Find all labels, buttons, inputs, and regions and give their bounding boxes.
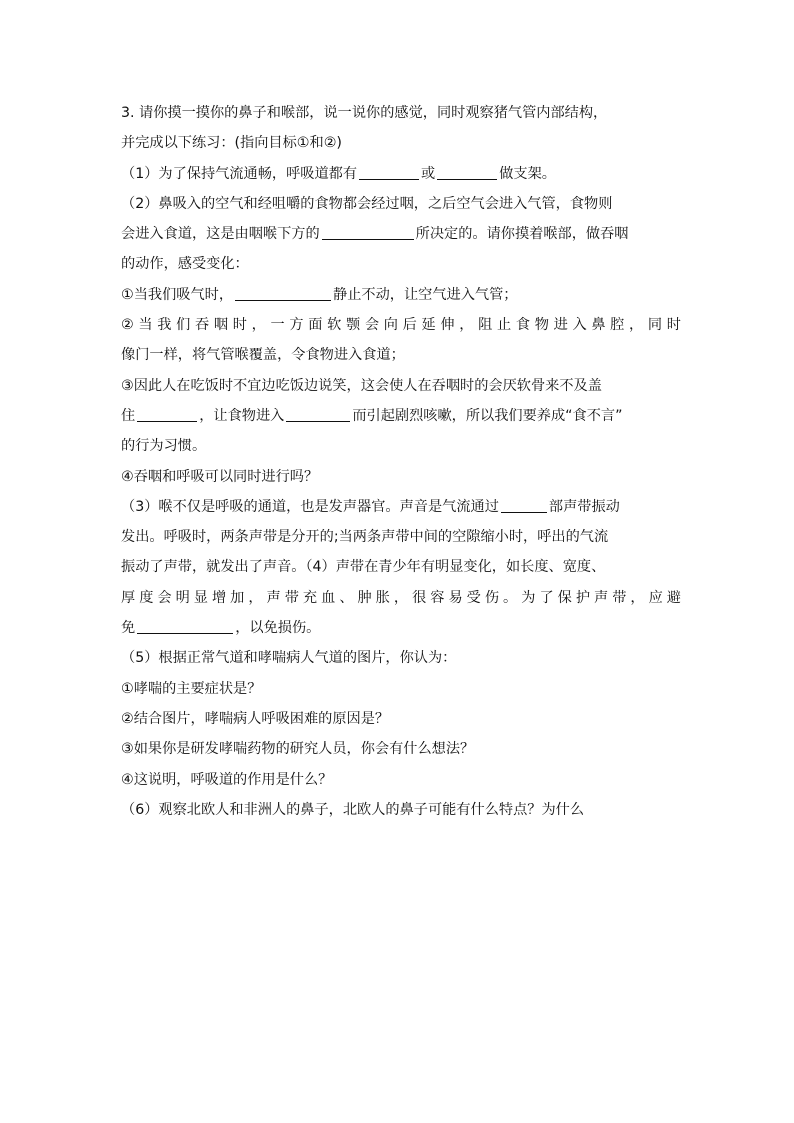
part-3-text: 部声带振动 — [548, 498, 620, 515]
part-3-line-2 — [121, 522, 681, 552]
sub-item-text: 像门一样，将气管喉覆盖，令食物进入食道； — [121, 347, 405, 364]
part-4-text: 厚度会明显增加，声带充血、肿胀，很容易受伤。为了保护声带，应避 — [121, 589, 681, 606]
sub-item-text: 住 — [121, 407, 136, 424]
question-3 — [121, 98, 681, 825]
part-2-text: （2）鼻吸入的空气和经咀嚼的食物都会经过咽，之后空气会进入气管，食物则 — [121, 195, 613, 212]
part-5-text: ③如果你是研发哮喘药物的研究人员，你会有什么想法？ — [121, 741, 475, 758]
part-3-line-3 — [121, 552, 681, 582]
answer-blank[interactable] — [322, 223, 414, 240]
answer-blank[interactable] — [359, 163, 419, 180]
sub-item-text: 静止不动，让空气进入气管； — [333, 286, 518, 303]
answer-blank[interactable] — [235, 284, 331, 301]
sub-item-2-line-2 — [121, 340, 681, 370]
part-5-question-2 — [121, 704, 681, 734]
question-stem-line-2 — [121, 128, 681, 158]
part-3-line-1 — [121, 492, 681, 522]
part-2-line-2 — [121, 219, 681, 249]
part-6 — [121, 795, 681, 825]
answer-blank[interactable] — [437, 163, 497, 180]
part-1-text: 或 — [421, 165, 436, 182]
answer-blank[interactable] — [137, 405, 197, 422]
sub-item-text: ④吞咽和呼吸可以同时进行吗？ — [121, 468, 319, 485]
sub-item-3-line-2 — [121, 401, 681, 431]
sub-item-2-line-1 — [121, 310, 681, 340]
question-stem-text: 3. 请你摸一摸你的鼻子和喉部，说一说你的感觉，同时观察猪气管内部结构， — [121, 105, 608, 121]
answer-blank[interactable] — [501, 496, 547, 513]
sub-item-3-line-3 — [121, 431, 681, 461]
part-5-text: ②结合图片，哮喘病人呼吸困难的原因是？ — [121, 710, 390, 727]
part-3-text: 振动了声带，就发出了声音。（4）声带在青少年有明显变化，如长度、宽度、 — [121, 559, 606, 576]
answer-blank[interactable] — [137, 617, 233, 634]
part-5-text: ①哮喘的主要症状是？ — [121, 680, 262, 697]
part-2-line-3 — [121, 249, 681, 279]
part-2-text: 所决定的。请你摸着喉部，做吞咽 — [415, 226, 629, 243]
part-4-text: ，以免损伤。 — [235, 620, 321, 637]
part-1 — [121, 159, 681, 189]
answer-blank[interactable] — [286, 405, 350, 422]
sub-item-text: ①当我们吸气时， — [121, 286, 234, 303]
part-5-question-3 — [121, 734, 681, 764]
sub-item-1 — [121, 280, 681, 310]
question-stem-text: 并完成以下练习：(指向目标①和②) — [121, 135, 342, 152]
part-6-text: （6）观察北欧人和非洲人的鼻子，北欧人的鼻子可能有什么特点？为什么 — [121, 801, 585, 818]
part-2-text: 的动作，感受变化： — [121, 256, 249, 273]
part-5-question-4 — [121, 765, 681, 795]
part-3-text: 发出。呼吸时，两条声带是分开的;当两条声带中间的空隙缩小时，呼出的气流 — [121, 529, 609, 546]
part-2-line-1 — [121, 189, 681, 219]
part-5-text: （5）根据正常气道和哮喘病人气道的图片，你认为： — [121, 650, 457, 667]
part-2-text: 会进入食道，这是由咽喉下方的 — [121, 226, 320, 243]
sub-item-4 — [121, 462, 681, 492]
part-1-text: 做支架。 — [499, 165, 556, 182]
part-5-question-1 — [121, 674, 681, 704]
sub-item-text: 的行为习惯。 — [121, 438, 207, 455]
part-5-intro — [121, 643, 681, 673]
sub-item-text: ②当我们吞咽时，一方面软颚会向后延伸，阻止食物进入鼻腔，同时 — [121, 317, 681, 334]
part-3-text: （3）喉不仅是呼吸的通道，也是发声器官。声音是气流通过 — [121, 498, 499, 515]
part-5-text: ④这说明，呼吸道的作用是什么？ — [121, 771, 333, 788]
part-4-line-2 — [121, 613, 681, 643]
sub-item-text: ③因此人在吃饭时不宜边吃饭边说笑，这会使人在吞咽时的会厌软骨来不及盖 — [121, 377, 602, 394]
sub-item-text: 而引起剧烈咳嗽，所以我们要养成“食不言” — [352, 407, 623, 424]
sub-item-3-line-1 — [121, 371, 681, 401]
part-1-text: （1）为了保持气流通畅，呼吸道都有 — [121, 165, 358, 182]
part-4-line-1 — [121, 583, 681, 613]
part-4-text: 免 — [121, 620, 136, 637]
question-stem-line-1 — [121, 98, 681, 128]
sub-item-text: ，让食物进入 — [199, 407, 285, 424]
